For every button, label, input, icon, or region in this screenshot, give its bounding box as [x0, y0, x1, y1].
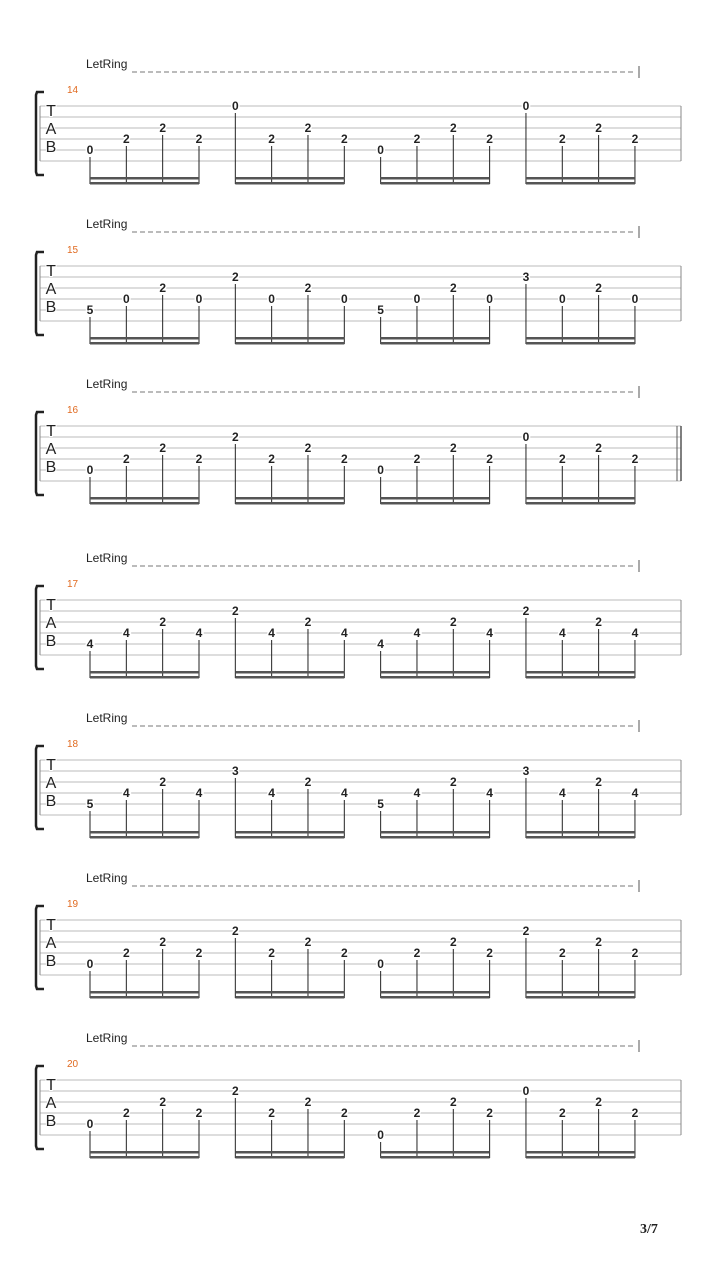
beam: [90, 1156, 199, 1159]
fret-number: 4: [340, 786, 348, 800]
fret-number: 4: [268, 786, 275, 800]
fret-number: 2: [595, 1095, 602, 1109]
tab-clef-letter: T: [46, 597, 56, 614]
fret-number: 0: [522, 430, 530, 444]
tab-clef-letter: A: [45, 1095, 57, 1112]
fret-number: 0: [522, 1084, 530, 1098]
fret-number: 2: [195, 452, 203, 466]
fret-number: 4: [413, 786, 421, 800]
beam: [235, 676, 344, 679]
fret-number: 0: [268, 292, 275, 306]
fret-number: 2: [595, 775, 602, 789]
fret-number: 2: [268, 1106, 275, 1120]
fret-number: 2: [413, 132, 421, 146]
measure-number: 19: [67, 899, 79, 910]
beam: [526, 1151, 635, 1154]
beam: [235, 991, 344, 994]
measure-number: 17: [67, 579, 79, 590]
fret-number: 2: [304, 1095, 312, 1109]
tab-clef-letter: T: [46, 757, 56, 774]
fret-number: 4: [340, 626, 348, 640]
beam: [90, 671, 199, 674]
tab-clef-letter: A: [45, 775, 57, 792]
measure-number: 20: [67, 1059, 79, 1070]
fret-number: 0: [86, 1117, 94, 1131]
fret-number: 4: [413, 626, 421, 640]
fret-number: 0: [377, 957, 384, 971]
tab-clef-letter: A: [45, 441, 57, 458]
fret-number: 2: [159, 281, 167, 295]
fret-number: 2: [304, 281, 312, 295]
beam: [381, 502, 490, 505]
beam: [526, 497, 635, 500]
beam: [90, 831, 199, 834]
fret-number: 2: [449, 775, 457, 789]
fret-number: 5: [377, 303, 384, 317]
measure-number: 16: [67, 405, 79, 416]
tab-clef-letter: A: [45, 935, 57, 952]
fret-number: 2: [631, 946, 639, 960]
fret-number: 2: [595, 121, 602, 135]
let-ring-label: LetRing: [86, 217, 128, 231]
fret-number: 2: [631, 452, 639, 466]
fret-number: 2: [159, 775, 167, 789]
fret-number: 2: [159, 441, 167, 455]
fret-number: 2: [631, 1106, 639, 1120]
fret-number: 2: [486, 132, 493, 146]
beam: [381, 177, 490, 180]
fret-number: 0: [377, 463, 384, 477]
fret-number: 2: [558, 946, 566, 960]
tab-clef-letter: B: [45, 633, 57, 650]
fret-number: 2: [304, 935, 312, 949]
beam: [235, 996, 344, 999]
measure-number: 14: [67, 85, 79, 96]
fret-number: 2: [558, 132, 566, 146]
tab-clef-letter: B: [45, 139, 57, 156]
fret-number: 5: [377, 797, 384, 811]
let-ring-label: LetRing: [86, 1031, 128, 1045]
fret-number: 0: [231, 99, 239, 113]
beam: [235, 502, 344, 505]
beam: [235, 342, 344, 345]
fret-number: 0: [86, 143, 94, 157]
beam: [90, 177, 199, 180]
beam: [235, 671, 344, 674]
fret-number: 0: [377, 143, 384, 157]
fret-number: 4: [486, 626, 493, 640]
fret-number: 4: [268, 626, 275, 640]
fret-number: 5: [86, 303, 94, 317]
beam: [235, 497, 344, 500]
beam: [381, 342, 490, 345]
beam: [526, 991, 635, 994]
fret-number: 0: [122, 292, 130, 306]
fret-number: 2: [595, 281, 602, 295]
measure-number: 15: [67, 245, 79, 256]
fret-number: 2: [413, 946, 421, 960]
fret-number: 4: [631, 786, 639, 800]
fret-number: 2: [195, 132, 203, 146]
beam: [90, 342, 199, 345]
beam: [235, 836, 344, 839]
fret-number: 2: [122, 1106, 130, 1120]
fret-number: 3: [522, 270, 530, 284]
fret-number: 4: [122, 626, 130, 640]
fret-number: 4: [631, 626, 639, 640]
fret-number: 0: [340, 292, 348, 306]
beam: [90, 996, 199, 999]
fret-number: 2: [304, 775, 312, 789]
beam: [526, 337, 635, 340]
fret-number: 5: [86, 797, 94, 811]
let-ring-label: LetRing: [86, 871, 128, 885]
fret-number: 0: [195, 292, 203, 306]
fret-number: 4: [86, 637, 94, 651]
fret-number: 2: [340, 452, 348, 466]
fret-number: 2: [122, 452, 130, 466]
tab-clef-letter: T: [46, 423, 56, 440]
fret-number: 2: [231, 1084, 239, 1098]
fret-number: 2: [159, 935, 167, 949]
fret-number: 2: [195, 946, 203, 960]
beam: [526, 342, 635, 345]
fret-number: 3: [231, 764, 239, 778]
beam: [235, 182, 344, 185]
fret-number: 2: [122, 132, 130, 146]
fret-number: 2: [413, 1106, 421, 1120]
fret-number: 4: [195, 626, 203, 640]
let-ring-label: LetRing: [86, 711, 128, 725]
fret-number: 0: [631, 292, 639, 306]
fret-number: 2: [522, 604, 530, 618]
fret-number: 2: [486, 946, 493, 960]
fret-number: 4: [122, 786, 130, 800]
fret-number: 2: [304, 615, 312, 629]
beam: [235, 177, 344, 180]
beam: [526, 182, 635, 185]
tab-clef-letter: B: [45, 1113, 57, 1130]
fret-number: 2: [449, 121, 457, 135]
beam: [90, 676, 199, 679]
fret-number: 2: [159, 1095, 167, 1109]
fret-number: 2: [631, 132, 639, 146]
beam: [526, 676, 635, 679]
fret-number: 0: [377, 1128, 384, 1142]
tab-clef-letter: A: [45, 615, 57, 632]
fret-number: 2: [449, 615, 457, 629]
beam: [526, 996, 635, 999]
beam: [526, 502, 635, 505]
fret-number: 2: [122, 946, 130, 960]
beam: [381, 991, 490, 994]
page-number: 3/7: [640, 1222, 658, 1237]
fret-number: 2: [231, 604, 239, 618]
fret-number: 2: [486, 1106, 493, 1120]
beam: [381, 676, 490, 679]
beam: [235, 1156, 344, 1159]
fret-number: 2: [231, 270, 239, 284]
beam: [381, 182, 490, 185]
tab-clef-letter: T: [46, 1077, 56, 1094]
tab-clef-letter: T: [46, 103, 56, 120]
fret-number: 4: [558, 626, 566, 640]
beam: [381, 671, 490, 674]
beam: [90, 497, 199, 500]
fret-number: 2: [268, 132, 275, 146]
beam: [381, 337, 490, 340]
fret-number: 2: [340, 946, 348, 960]
fret-number: 4: [195, 786, 203, 800]
beam: [90, 502, 199, 505]
fret-number: 3: [522, 764, 530, 778]
fret-number: 2: [486, 452, 493, 466]
fret-number: 0: [522, 99, 530, 113]
beam: [381, 497, 490, 500]
fret-number: 0: [86, 463, 94, 477]
beam: [90, 991, 199, 994]
fret-number: 2: [195, 1106, 203, 1120]
fret-number: 4: [558, 786, 566, 800]
tab-clef-letter: B: [45, 299, 57, 316]
beam: [90, 1151, 199, 1154]
fret-number: 2: [304, 121, 312, 135]
fret-number: 0: [486, 292, 493, 306]
beam: [90, 836, 199, 839]
let-ring-label: LetRing: [86, 57, 128, 71]
fret-number: 2: [595, 935, 602, 949]
fret-number: 2: [595, 441, 602, 455]
fret-number: 2: [340, 1106, 348, 1120]
fret-number: 0: [86, 957, 94, 971]
fret-number: 2: [231, 924, 239, 938]
beam: [90, 182, 199, 185]
tab-clef-letter: B: [45, 793, 57, 810]
let-ring-label: LetRing: [86, 551, 128, 565]
beam: [526, 1156, 635, 1159]
tab-clef-letter: A: [45, 281, 57, 298]
fret-number: 2: [231, 430, 239, 444]
beam: [235, 337, 344, 340]
fret-number: 2: [449, 441, 457, 455]
beam: [526, 836, 635, 839]
fret-number: 4: [377, 637, 384, 651]
fret-number: 0: [558, 292, 566, 306]
beam: [381, 836, 490, 839]
fret-number: 2: [522, 924, 530, 938]
fret-number: 2: [413, 452, 421, 466]
fret-number: 4: [486, 786, 493, 800]
tab-clef-letter: T: [46, 263, 56, 280]
beam: [381, 996, 490, 999]
tab-clef-letter: T: [46, 917, 56, 934]
beam: [235, 831, 344, 834]
fret-number: 2: [595, 615, 602, 629]
fret-number: 2: [268, 946, 275, 960]
beam: [526, 671, 635, 674]
fret-number: 0: [413, 292, 421, 306]
fret-number: 2: [268, 452, 275, 466]
fret-number: 2: [449, 1095, 457, 1109]
fret-number: 2: [159, 121, 167, 135]
tab-clef-letter: B: [45, 459, 57, 476]
beam: [381, 1151, 490, 1154]
measure-number: 18: [67, 739, 79, 750]
tab-clef-letter: B: [45, 953, 57, 970]
fret-number: 2: [449, 281, 457, 295]
beam: [235, 1151, 344, 1154]
fret-number: 2: [558, 1106, 566, 1120]
let-ring-label: LetRing: [86, 377, 128, 391]
beam: [381, 1156, 490, 1159]
fret-number: 2: [449, 935, 457, 949]
fret-number: 2: [558, 452, 566, 466]
fret-number: 2: [159, 615, 167, 629]
fret-number: 2: [340, 132, 348, 146]
fret-number: 2: [304, 441, 312, 455]
beam: [90, 337, 199, 340]
beam: [381, 831, 490, 834]
tab-clef-letter: A: [45, 121, 57, 138]
beam: [526, 831, 635, 834]
beam: [526, 177, 635, 180]
